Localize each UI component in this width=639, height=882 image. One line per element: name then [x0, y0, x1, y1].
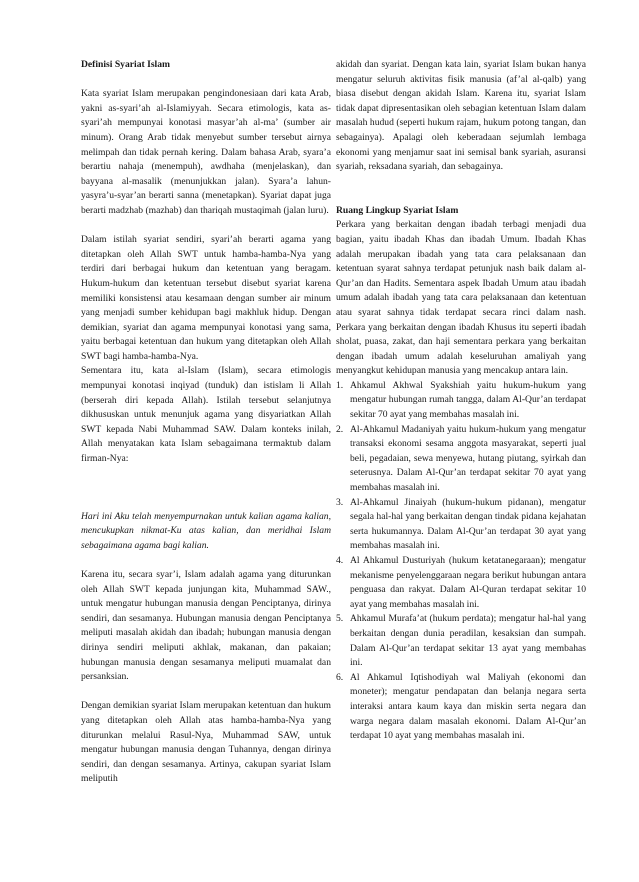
paragraph-al-islam: Sementara itu, kata al-Islam (Islam), secara etimologis mempunyai konotasi inqiyad (tunduk) dan istislam li Allah (berserah diri kepada Allah). Istilah tersebut selanjutnya dikhususkan untuk menunjuk agama yang disyariatkan Allah SWT kepada Nabi Muhammad SAW. Dalam konteks inilah, Allah menyatakan kata Islam sebagaimana termaktub dalam firman-Nya: — [81, 365, 331, 465]
list-item: 4. Al Ahkamul Dusturiyah (hukum ketatanegaraan); mengatur mekanisme penyelenggaraan negara berikut hubungan antara penguasa dan rakyat. Dalam Al-Quran terdapat sekitar 10 ayat yang membahas masalah ini. — [336, 555, 586, 610]
quranic-quote: Hari ini Aku telah menyempurnakan untuk kalian agama kalian, mencukupkan nikmat-Ku atas kalian, dan meridhai Islam sebagaimana agama bagi kalian. — [81, 510, 331, 551]
paragraph-kesimpulan: Dengan demikian syariat Islam merupakan ketentuan dan hukum yang ditetapkan oleh Allah atas hamba-hamba-Nya yang diturunkan melalui Rasul-Nya, Muhammad SAW, untuk mengatur hubungan manusia dengan Tuhannya, dengan dirinya sendiri, dan dengan sesamanya. Artinya, cakupan syariat Islam meliputih — [81, 700, 331, 785]
left-column — [81, 58, 331, 787]
list-item: 2. Al-Ahkamul Madaniyah yaitu hukum-hukum yang mengatur transaksi ekonomi sesama anggota masyarakat, seperti jual beli, pegadaian, sewa menyewa, hutang piutang, syirkah dan seterusnya. Dalam Al-Qur’an terdapat sekitar 70 ayat yang membahas masalah ini. — [336, 423, 586, 494]
paragraph-islam-syari: Karena itu, secara syar’i, Islam adalah agama yang diturunkan oleh Allah SWT kepada junjungan kita, Muhammad SAW., untuk mengatur hubungan manusia dengan Penciptanya, dirinya sendiri, dan sesamanya. Hubungan manusia dengan Penciptanya meliputi masalah akidah dan ibadah; hubungan manusia dengan dirinya sendiri meliputi akhlak, makanan, dan pakaian; hubungan manusia dengan sesamanya meliputi muamalat dan persanksian. — [81, 569, 331, 683]
hukum-list — [336, 379, 586, 744]
list-item: 1. Ahkamul Akhwal Syakshiah yaitu hukum-hukum yang mengatur hubungan rumah tangga, dalam Al-Qur’an terdapat sekitar 70 ayat yang membahas masalah ini. — [336, 379, 586, 421]
list-item: 6. Al Ahkamul Iqtishodiyah wal Maliyah (ekonomi dan moneter); mengatur pendapatan dan belanja negara serta interaksi antara kaum kaya dan miskin serta negara dan warga negara dalam masalah ekonomi. Dalam Al-Qur’an terdapat 10 ayat yang membahas masalah ini. — [336, 671, 586, 742]
paragraph-ibadah: Perkara yang berkaitan dengan ibadah terbagi menjadi dua bagian, yaitu ibadah Khas dan ibadah Umum. Ibadah Khas adalah merupakan ibadah yang tata cara pelaksanaan dan ketentuan syarat sahnya terdapat petunjuk nash baik dalam al-Qur’an dan Hadits. Sementara aspek Ibadah Umum atau ibadah umum adalah ibadah yang tata cara pelaksanaan dan ketentuan atau syarat sahnya tidak terdapat secara rinci dalam nash. Perkara yang berkaitan dengan ibadah Khusus itu seperti ibadah sholat, puasa, zakat, dan haji sementara perkara yang berkaitan dengan ibadah umum adalah keseluruhan amaliyah yang menyangkut kehidupan manusia yang mencakup antara lain. — [336, 219, 586, 377]
heading-definisi-syariat-islam: Definisi Syariat Islam — [81, 59, 171, 70]
heading-ruang-lingkup: Ruang Lingkup Syariat Islam — [336, 204, 459, 216]
paragraph-etimologi: Kata syariat Islam merupakan pengindonesiaan dari kata Arab, yakni as-syari’ah al-Islamiyyah. Secara etimologis, kata as-syari’ah mempunyai konotasi masyar’ah al-ma’ (sumber air minum). Orang Arab tidak menyebut sumber tersebut airnya melimpah dan tidak pernah kering. Dalam bahasa Arab, syara’a berartiu nahaja (menempuh), awdhaha (menjelaskan), dan bayyana al-masalik (menunjukkan jalan). Syara’a lahun-yasyra’u-syar’an berarti sanna (menetapkan). Syariat dapat juga berarti madzhab (mazhab) dan thariqah mustaqimah (jalan luru). — [81, 88, 331, 216]
right-column — [336, 58, 586, 744]
paragraph-istilah-syariat: Dalam istilah syariat sendiri, syari’ah berarti agama yang ditetapkan oleh Allah SWT untuk hamba-hamba-Nya yang terdiri dari berbagai hukum dan ketentuan yang beragam. Hukum-hukum dan ketentuan tersebut disebut syariat karena memiliki konsistensi atau kesamaan dengan sumber air minum yang menjadi sumber kehidupan bagi makhluk hidup. Dengan demikian, syariat dan agama mempunyai konotasi yang sama, yaitu berbagai ketentuan dan hukum yang ditetapkan oleh Allah SWT bagi hamba-hamba-Nya. — [81, 234, 331, 362]
list-item: 5. Ahkamul Murafa’at (hukum perdata); mengatur hal-hal yang berkaitan dengan dunia peradilan, kesaksian dan sumpah. Dalam Al-Qur’an terdapat sekitar 13 ayat yang membahas ini. — [336, 613, 586, 669]
paragraph-akidah-syariat: akidah dan syariat. Dengan kata lain, syariat Islam bukan hanya mengatur seluruh aktivitas fisik manusia (af’al al-qalb) yang biasa disebut dengan akidah Islam. Karena itu, syariat Islam tidak dapat dipresentasikan oleh sebagian ketentuan Islam dalam masalah hudud (seperti hukum rajam, hukum potong tangan, dan sebagainya). Apalagi oleh keberadaan sejumlah lembaga ekonomi yang menjamur saat ini semisal bank syariah, asuransi syariah, reksadana syariah, dan sebagainya. — [336, 59, 586, 173]
list-item: 3. Al-Ahkamul Jinaiyah (hukum-hukum pidanan), mengatur segala hal-hal yang berkaitan dengan tindak pidana kejahatan serta hukumannya. Dalam Al-Qur’an terdapat 30 ayat yang membahas masalah ini. — [336, 496, 586, 552]
